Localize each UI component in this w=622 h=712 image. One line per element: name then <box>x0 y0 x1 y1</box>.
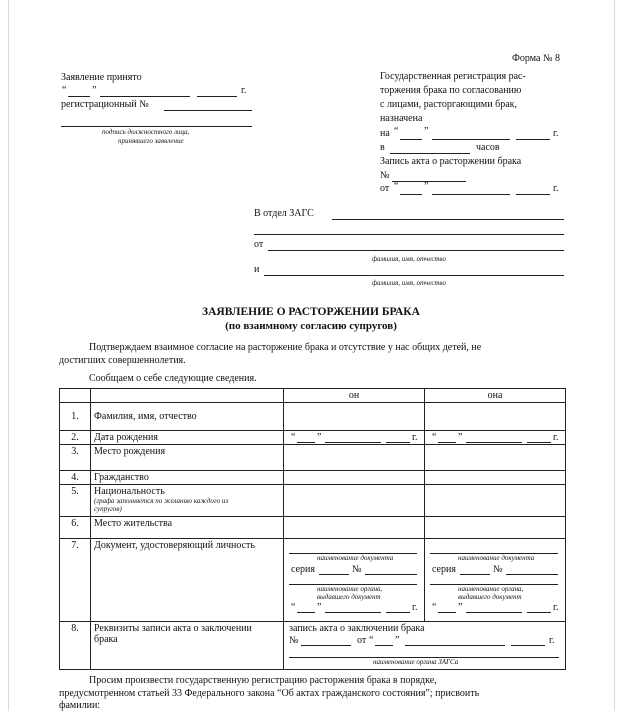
fio-caption-2: фамилия, имя, отчество <box>372 279 446 287</box>
registration-text-4: назначена <box>380 113 423 124</box>
row-label: Дата рождения <box>91 431 284 445</box>
table-row <box>60 485 566 517</box>
intro-line-3: Сообщаем о себе следующие сведения. <box>89 373 257 384</box>
he-id-document-field[interactable]: наименование документа серия № наименование органа, выдавшего документ “ ” г. <box>284 539 425 622</box>
row-number: 8. <box>60 622 91 670</box>
dept-line[interactable] <box>332 219 564 220</box>
record-month-line[interactable] <box>432 194 510 195</box>
document-title: ЗАЯВЛЕНИЕ О РАСТОРЖЕНИИ БРАКА <box>202 306 420 318</box>
record-from-label: от <box>380 183 390 194</box>
he-residence-field[interactable] <box>284 517 425 539</box>
she-nationality-field[interactable] <box>425 485 566 517</box>
row-label: Фамилия, имя, отчество <box>91 403 284 431</box>
table-row <box>60 403 566 431</box>
table-header-label <box>91 389 284 403</box>
scheduled-year-line[interactable] <box>516 139 550 140</box>
nationality-label: Национальность <box>94 486 165 497</box>
and-label: и <box>254 264 260 275</box>
scheduled-month-line[interactable] <box>432 139 510 140</box>
accepted-label: Заявление принято <box>61 72 142 83</box>
dept-label: В отдел ЗАГС <box>254 208 314 219</box>
scheduled-open-quote: “ <box>394 126 399 137</box>
she-id-document-field[interactable]: наименование документа серия № наименование органа, выдавшего документ “ ” г. <box>425 539 566 622</box>
dept-line-2[interactable] <box>254 234 564 235</box>
row-number: 5. <box>60 485 91 517</box>
row-label <box>91 485 284 517</box>
intro-line-2: достигших совершеннолетия. <box>59 355 186 366</box>
signature-caption: подпись должностного лица, <box>102 128 190 136</box>
and-line[interactable] <box>264 275 564 276</box>
registration-text-1: Государственная регистрация рас- <box>380 71 526 82</box>
registration-text-3: с лицами, расторгающими брак, <box>380 99 517 110</box>
reg-number-line[interactable] <box>164 110 252 111</box>
column-she: она <box>425 389 566 403</box>
record-open-quote: “ <box>394 181 399 192</box>
marriage-record-label-2: брака <box>94 634 118 645</box>
record-number-line[interactable] <box>392 181 466 182</box>
scheduled-on-label: на <box>380 128 390 139</box>
reg-number-label: регистрационный № <box>61 99 149 110</box>
she-citizenship-field[interactable] <box>425 471 566 485</box>
applicant-info-table <box>59 388 566 670</box>
column-he: он <box>284 389 425 403</box>
marriage-record-label: Реквизиты записи акта о заключении <box>94 623 252 634</box>
marriage-record-field[interactable]: запись акта о заключении брака № от “ ” г. наименование органа ЗАГСа <box>284 622 566 670</box>
record-year-suffix: г. <box>553 183 559 194</box>
footer-line-1: Просим произвести государственную регистрацию расторжения брака в порядке, <box>89 675 437 686</box>
record-number-label: № <box>380 170 390 181</box>
table-row <box>60 471 566 485</box>
scheduled-at-label: в <box>380 142 385 153</box>
accepted-date-open-quote: “ <box>62 85 67 96</box>
from-line[interactable] <box>268 250 564 251</box>
he-citizenship-field[interactable] <box>284 471 425 485</box>
fio-caption-1: фамилия, имя, отчество <box>372 255 446 263</box>
nationality-note: (графа заполняется по желанию каждого из <box>94 497 229 505</box>
signature-caption-2: принявшего заявление <box>118 137 184 145</box>
row-number: 1. <box>60 403 91 431</box>
row-label: Документ, удостоверяющий личность <box>91 539 284 622</box>
row-label: Гражданство <box>91 471 284 485</box>
row-number: 6. <box>60 517 91 539</box>
footer-line-2: предусмотренном статьей 33 Федерального закона “Об актах гражданского состояния”; присвоить <box>59 688 480 699</box>
row-label: Место жительства <box>91 517 284 539</box>
table-header-row <box>60 389 566 403</box>
table-row <box>60 445 566 471</box>
scheduled-hours-line[interactable] <box>390 153 470 154</box>
signature-line[interactable] <box>61 126 252 127</box>
she-residence-field[interactable] <box>425 517 566 539</box>
record-day-line[interactable] <box>400 194 422 195</box>
scheduled-year-suffix: г. <box>553 128 559 139</box>
accepted-date-close-quote: ” <box>92 85 97 96</box>
table-row <box>60 622 566 670</box>
table-row <box>60 539 566 622</box>
she-fio-field[interactable] <box>425 403 566 431</box>
intro-line-1: Подтверждаем взаимное согласие на расторжение брака и отсутствие у нас общих детей, не <box>89 342 482 353</box>
accepted-year-suffix: г. <box>241 85 247 96</box>
he-birthplace-field[interactable] <box>284 445 425 471</box>
record-year-line[interactable] <box>516 194 550 195</box>
record-close-quote: ” <box>424 181 429 192</box>
document-subtitle: (по взаимному согласию супругов) <box>225 320 397 332</box>
form-number: Форма № 8 <box>512 53 560 64</box>
accepted-day-line[interactable] <box>68 96 90 97</box>
accepted-year-line[interactable] <box>197 96 237 97</box>
table-header-num <box>60 389 91 403</box>
table-row <box>60 517 566 539</box>
he-fio-field[interactable] <box>284 403 425 431</box>
row-number: 7. <box>60 539 91 622</box>
he-nationality-field[interactable] <box>284 485 425 517</box>
she-birthdate-field[interactable]: “ ” г. <box>425 431 566 445</box>
nationality-note-2: супругов) <box>94 505 122 513</box>
row-number: 2. <box>60 431 91 445</box>
footer-line-3: фамилии: <box>59 700 101 711</box>
table-row <box>60 431 566 445</box>
row-number: 4. <box>60 471 91 485</box>
scheduled-day-line[interactable] <box>400 139 422 140</box>
she-birthplace-field[interactable] <box>425 445 566 471</box>
row-number: 3. <box>60 445 91 471</box>
row-label <box>91 622 284 670</box>
hours-label: часов <box>476 142 500 153</box>
row-label: Место рождения <box>91 445 284 471</box>
scheduled-close-quote: ” <box>424 126 429 137</box>
record-label: Запись акта о расторжении брака <box>380 156 522 167</box>
registration-text-2: торжения брака по согласованию <box>380 85 522 96</box>
accepted-month-line[interactable] <box>100 96 190 97</box>
he-birthdate-field[interactable]: “ ” г. <box>284 431 425 445</box>
from-label: от <box>254 239 264 250</box>
